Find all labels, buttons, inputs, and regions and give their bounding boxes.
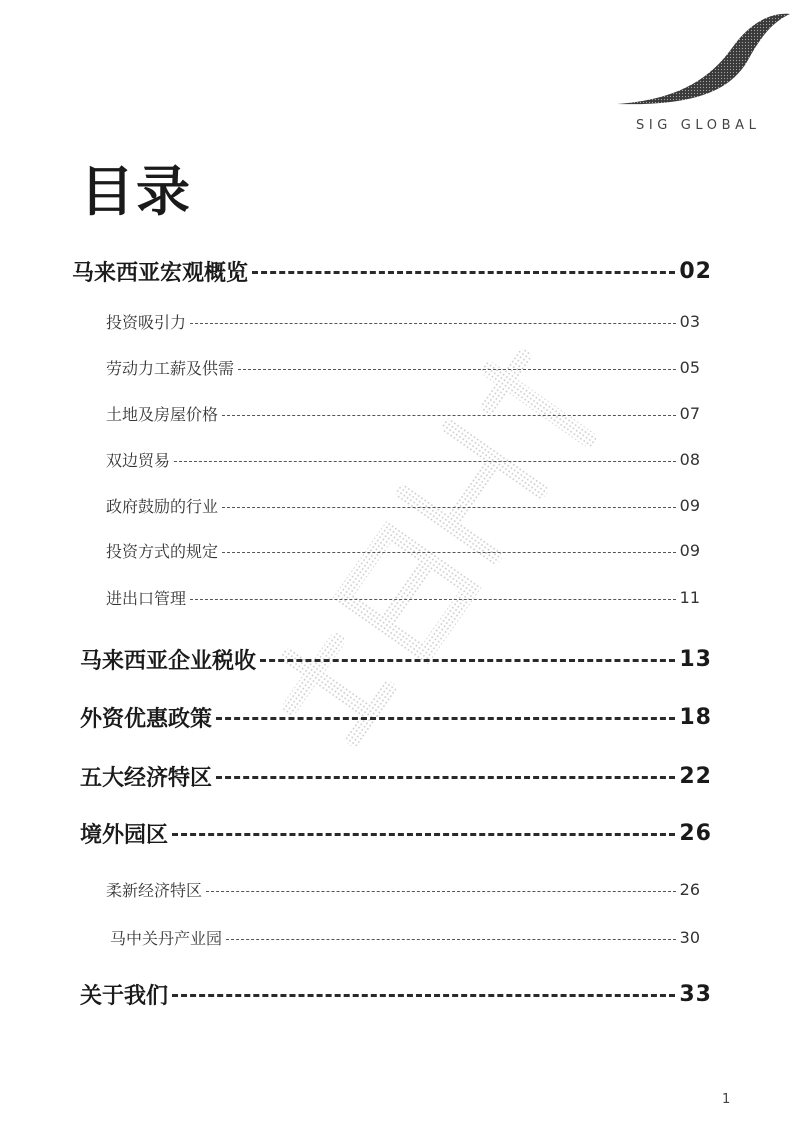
page-title: 目录 [80, 160, 192, 223]
dot-leader [222, 507, 676, 508]
toc-label: 马中关丹产业园 [110, 929, 223, 948]
dot-leader [252, 271, 675, 274]
toc-subentry[interactable] [110, 926, 700, 949]
toc-label: 投资方式的规定 [106, 542, 219, 561]
toc-label: 政府鼓励的行业 [106, 497, 219, 516]
dot-leader [222, 415, 676, 416]
toc-label: 境外园区 [80, 823, 169, 848]
toc-page-number: 13 [679, 647, 712, 672]
toc-entry[interactable] [80, 644, 712, 675]
toc-label: 柔新经济特区 [106, 881, 203, 900]
toc-subentry[interactable] [106, 586, 700, 609]
toc-subentry[interactable] [106, 356, 700, 379]
toc-label: 进出口管理 [106, 589, 187, 608]
toc-subentry[interactable] [106, 448, 700, 471]
toc-label: 马来西亚企业税收 [80, 649, 257, 674]
toc-page-number: 02 [679, 259, 712, 284]
dot-leader [238, 369, 676, 370]
toc-entry[interactable] [72, 256, 712, 287]
toc-page-number: 11 [679, 588, 700, 607]
dot-leader [216, 776, 675, 779]
toc-entry[interactable] [80, 761, 712, 792]
toc-label: 土地及房屋价格 [106, 405, 219, 424]
dot-leader [226, 939, 676, 940]
toc-label: 关于我们 [80, 984, 169, 1009]
sig-global-logo [612, 8, 792, 108]
toc-page-number: 03 [679, 312, 700, 331]
toc-page-number: 05 [679, 358, 700, 377]
toc-subentry[interactable] [106, 310, 700, 333]
dot-leader [172, 833, 675, 836]
toc-label: 双边贸易 [106, 451, 171, 470]
page-number: 1 [722, 1092, 731, 1107]
toc-label: 马来西亚宏观概览 [72, 261, 249, 286]
dot-leader [190, 599, 676, 600]
toc-page-number: 09 [679, 541, 700, 560]
toc-page-number: 26 [679, 880, 700, 899]
toc-page-number: 09 [679, 496, 700, 515]
dot-leader [190, 323, 676, 324]
toc-subentry[interactable] [106, 539, 700, 562]
toc-page-number: 07 [679, 404, 700, 423]
toc-entry[interactable] [80, 979, 712, 1010]
toc-entry[interactable] [80, 702, 712, 733]
toc-subentry[interactable] [106, 878, 700, 901]
toc-page-number: 33 [679, 982, 712, 1007]
toc-page-number: 18 [679, 705, 712, 730]
toc-entry[interactable] [80, 818, 712, 849]
toc-label: 外资优惠政策 [80, 707, 213, 732]
toc-page-number: 30 [679, 928, 700, 947]
dot-leader [260, 659, 675, 662]
toc-page-number: 26 [679, 821, 712, 846]
toc-label: 劳动力工薪及供需 [106, 359, 235, 378]
toc-page-number: 08 [679, 450, 700, 469]
toc-label: 五大经济特区 [80, 766, 213, 791]
dot-leader [172, 994, 675, 997]
toc-label: 投资吸引力 [106, 313, 187, 332]
dot-leader [174, 461, 676, 462]
dot-leader [222, 552, 676, 553]
toc-subentry[interactable] [106, 402, 700, 425]
toc-page-number: 22 [679, 764, 712, 789]
dot-leader [216, 717, 675, 720]
brand-name: SIG GLOBAL [636, 118, 761, 133]
toc-subentry[interactable] [106, 494, 700, 517]
dot-leader [206, 891, 676, 892]
